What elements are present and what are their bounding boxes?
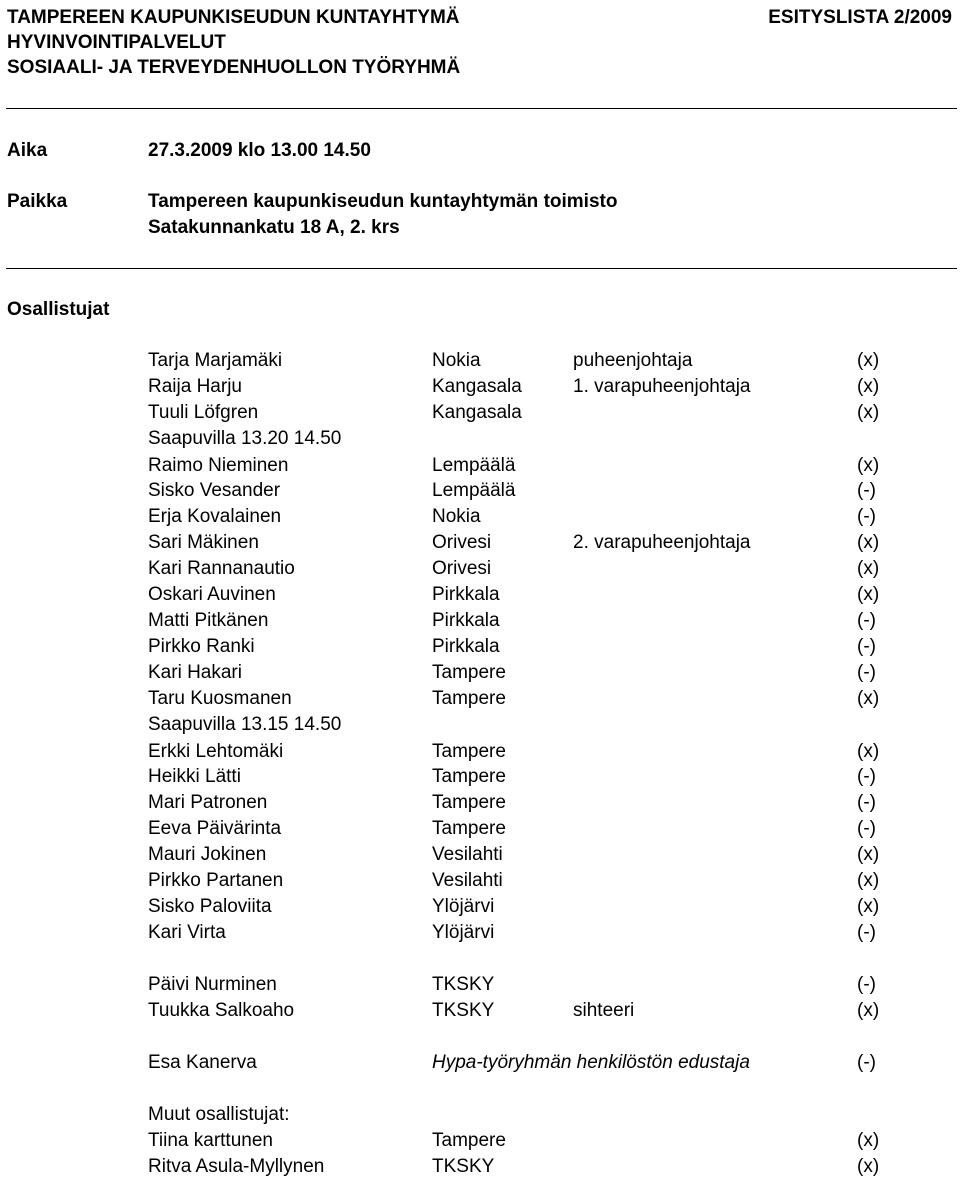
participant-name: Tarja Marjamäki [148, 350, 283, 371]
place-label: Paikka [7, 191, 68, 212]
place-line: Tampereen kaupunkiseudun kuntayhtymän toimisto [148, 191, 618, 212]
attendance-mark: (-) [857, 662, 876, 683]
attendance-mark: (x) [857, 402, 880, 423]
participant-name: Sari Mäkinen [148, 532, 259, 553]
organization-header [7, 5, 460, 80]
participant-role: puheenjohtaja [573, 350, 693, 371]
attendance-mark: (-) [857, 1052, 876, 1073]
participant-name: Sisko Paloviita [148, 896, 272, 917]
participant-name: Pirkko Partanen [148, 870, 284, 891]
participant-name: Ritva Asula-Myllynen [148, 1156, 325, 1177]
participant-name: Tuukka Salkoaho [148, 1000, 295, 1021]
attendance-mark: (-) [857, 792, 876, 813]
participant-name: Saapuvilla 13.20 14.50 [148, 428, 342, 449]
participant-municipality: Hypa-työryhmän henkilöstön edustaja [432, 1052, 750, 1073]
attendance-mark: (x) [857, 688, 880, 709]
time-label: Aika [7, 140, 48, 161]
participant-municipality: Kangasala [432, 376, 522, 397]
place-line: Satakunnankatu 18 A, 2. krs [148, 217, 400, 238]
participant-municipality: Kangasala [432, 402, 522, 423]
org-department: HYVINVOINTIPALVELUT [7, 32, 226, 53]
attendance-mark: (x) [857, 741, 880, 762]
participant-name: Raija Harju [148, 376, 242, 397]
participant-name: Erkki Lehtomäki [148, 741, 284, 762]
attendance-mark: (x) [857, 1000, 880, 1021]
participant-municipality: Pirkkala [432, 584, 500, 605]
participant-municipality: TKSKY [432, 974, 495, 995]
participant-name: Saapuvilla 13.15 14.50 [148, 714, 342, 735]
attendance-mark: (x) [857, 350, 880, 371]
participant-municipality: Vesilahti [432, 870, 503, 891]
participant-name: Heikki Lätti [148, 766, 241, 787]
attendance-mark: (x) [857, 558, 880, 579]
participant-role: 1. varapuheenjohtaja [573, 376, 751, 397]
attendance-mark: (-) [857, 818, 876, 839]
participant-municipality: Ylöjärvi [432, 896, 495, 917]
participant-name: Erja Kovalainen [148, 506, 282, 527]
participant-municipality: Pirkkala [432, 636, 500, 657]
participant-name: Oskari Auvinen [148, 584, 276, 605]
participant-municipality: Lempäälä [432, 455, 516, 476]
participant-name: Esa Kanerva [148, 1052, 257, 1073]
participant-municipality: Tampere [432, 766, 506, 787]
attendance-mark: (x) [857, 896, 880, 917]
participant-name: Mari Patronen [148, 792, 268, 813]
participant-name: Taru Kuosmanen [148, 688, 292, 709]
participant-municipality: Vesilahti [432, 844, 503, 865]
attendance-mark: (-) [857, 922, 876, 943]
attendance-mark: (x) [857, 1130, 880, 1151]
attendance-mark: (-) [857, 974, 876, 995]
participant-municipality: Tampere [432, 741, 506, 762]
participant-name: Muut osallistujat: [148, 1104, 290, 1125]
header-divider [6, 108, 957, 109]
attendance-mark: (x) [857, 844, 880, 865]
participant-municipality: Orivesi [432, 532, 492, 553]
attendance-mark: (-) [857, 610, 876, 631]
participants-label: Osallistujat [7, 299, 110, 320]
attendance-mark: (-) [857, 506, 876, 527]
attendance-mark: (-) [857, 636, 876, 657]
org-workgroup: SOSIAALI- JA TERVEYDENHUOLLON TYÖRYHMÄ [7, 57, 461, 78]
participant-name: Tuuli Löfgren [148, 402, 259, 423]
participant-municipality: Tampere [432, 688, 506, 709]
participant-municipality: Tampere [432, 662, 506, 683]
participant-name: Eeva Päivärinta [148, 818, 282, 839]
participant-municipality: Tampere [432, 792, 506, 813]
attendance-mark: (x) [857, 532, 880, 553]
participant-municipality: Ylöjärvi [432, 922, 495, 943]
attendance-mark: (x) [857, 870, 880, 891]
attendance-mark: (-) [857, 766, 876, 787]
participant-municipality: TKSKY [432, 1156, 495, 1177]
org-name: TAMPEREEN KAUPUNKISEUDUN KUNTAYHTYMÄ [7, 7, 460, 28]
attendance-mark: (-) [857, 480, 876, 501]
participant-name: Sisko Vesander [148, 480, 281, 501]
participant-name: Tiina karttunen [148, 1130, 273, 1151]
participant-role: 2. varapuheenjohtaja [573, 532, 751, 553]
attendance-mark: (x) [857, 455, 880, 476]
participant-name: Kari Rannanautio [148, 558, 295, 579]
document-reference: ESITYSLISTA 2/2009 [768, 7, 952, 28]
participant-name: Raimo Nieminen [148, 455, 289, 476]
section-divider [6, 268, 957, 269]
participant-municipality: TKSKY [432, 1000, 495, 1021]
participant-name: Kari Hakari [148, 662, 242, 683]
participant-name: Mauri Jokinen [148, 844, 267, 865]
attendance-mark: (x) [857, 376, 880, 397]
attendance-mark: (x) [857, 1156, 880, 1177]
attendance-mark: (x) [857, 584, 880, 605]
participant-name: Pirkko Ranki [148, 636, 255, 657]
participant-name: Matti Pitkänen [148, 610, 269, 631]
participant-municipality: Tampere [432, 1130, 506, 1151]
participant-municipality: Tampere [432, 818, 506, 839]
participant-municipality: Nokia [432, 506, 481, 527]
participant-municipality: Orivesi [432, 558, 492, 579]
participant-name: Päivi Nurminen [148, 974, 277, 995]
participant-municipality: Nokia [432, 350, 481, 371]
participant-municipality: Pirkkala [432, 610, 500, 631]
participant-municipality: Lempäälä [432, 480, 516, 501]
participant-name: Kari Virta [148, 922, 226, 943]
time-value: 27.3.2009 klo 13.00 14.50 [148, 140, 371, 161]
participant-role: sihteeri [573, 1000, 635, 1021]
